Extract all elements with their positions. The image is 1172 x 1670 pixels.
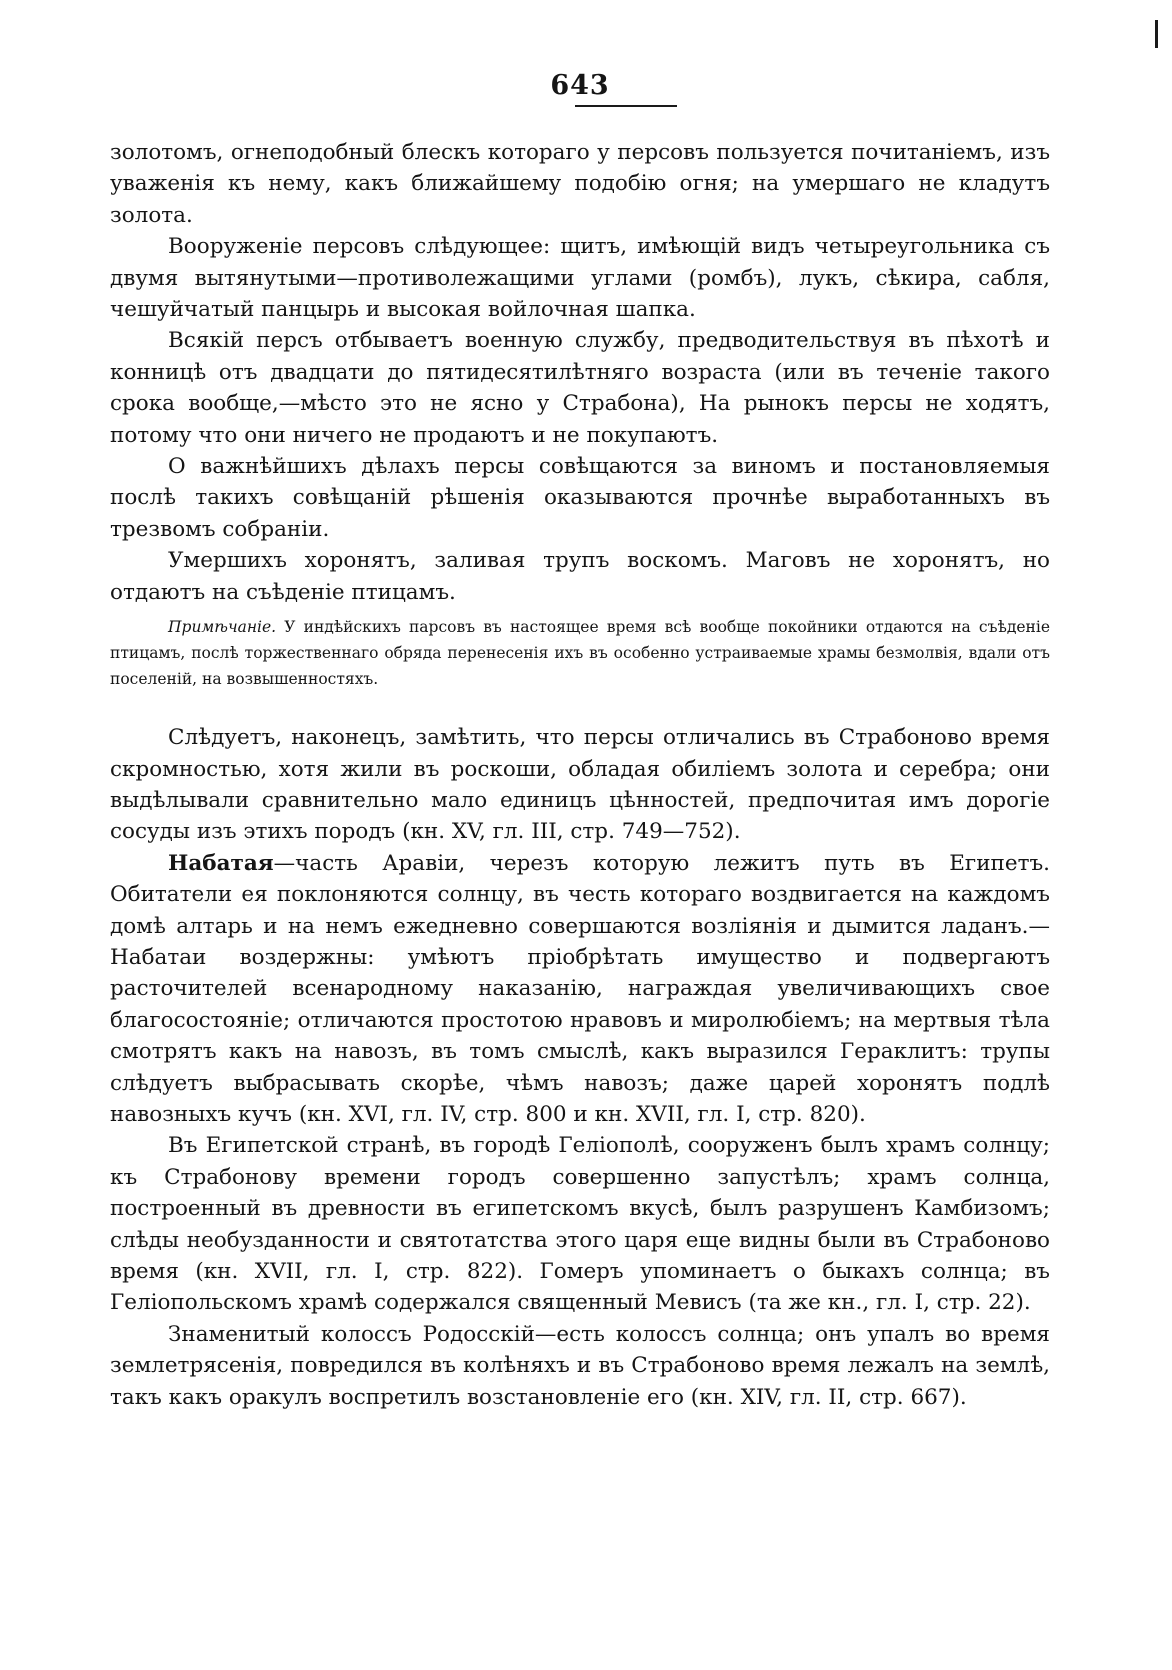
book-page [110, 70, 1050, 1413]
paragraph-nabataea [110, 848, 1050, 1131]
footnote-label: Примѣчаніе. [168, 618, 277, 637]
page-number: 643 [550, 70, 610, 101]
page-number-rule [575, 105, 677, 107]
corner-mark [1155, 20, 1158, 48]
paragraph-modesty: Слѣдуетъ, наконецъ, замѣтить, что персы отличались въ Страбоново время скромностью, хотя жили въ роскоши, обладая обиліемъ золота и серебра; они выдѣлывали сравнительно мало единицъ цѣнностей, предпочитая имъ дорогіе сосуды изъ этихъ породъ (кн. XV, гл. III, стр. 749—752). [110, 725, 1050, 845]
paragraph-colossus: Знаменитый колоссъ Родосскій—есть колоссъ солнца; онъ упалъ во время землетрясенія, повредился въ колѣняхъ и въ Страбоново время лежалъ на землѣ, такъ какъ оракулъ воспретилъ возстановленіе его (кн. XIV, гл. II, стр. 667). [110, 1321, 1050, 1410]
paragraph-councils: О важнѣйшихъ дѣлахъ персы совѣщаются за виномъ и постановляемыя послѣ такихъ совѣщаній рѣшенія оказываются прочнѣе выработанныхъ въ трезвомъ собраніи. [110, 454, 1050, 542]
paragraph-burial: Умершихъ хоронятъ, заливая трупъ воскомъ. Маговъ не хоронятъ, но отдаютъ на съѣденіе птицамъ. [110, 548, 1050, 605]
paragraph-armament: Вооруженіе персовъ слѣдующее: щитъ, имѣющій видъ четыреугольника съ двумя вытянутыми—противолежащими углами (ромбъ), лукъ, сѣкира, сабля, чешуйчатый панцырь и высокая войлочная шапка. [110, 234, 1050, 323]
paragraph-heliopolis: Въ Египетской странѣ, въ городѣ Геліополѣ, сооруженъ былъ храмъ солнцу; къ Страбонову времени городъ совершенно запустѣлъ; храмъ солнца, построенный въ древности въ египетскомъ вкусѣ, былъ разрушенъ Камбизомъ; слѣды необузданности и святотатства этого царя еще видны были въ Страбоново время (кн. XVII, гл. I, стр. 822). Гомеръ упоминаетъ о быкахъ солнца; въ Геліопольскомъ храмѣ содержался священный Мевисъ (та же кн., гл. I, стр. 22). [110, 1133, 1050, 1316]
body-text [110, 137, 1050, 1413]
nabataea-text: —часть Аравіи, черезъ которую лежитъ путь въ Египетъ. Обитатели ея поклоняются солнцу, въ честь котораго воздвигается на каждомъ домѣ алтарь и на немъ ежедневно совершаются возліянія и дымится ладанъ.—Набатаи воздержны: умѣютъ пріобрѣтать имущество и подвергаютъ расточителей всенародному наказанію, награждая увеличивающихъ свое благосостояніе; отличаются простотою нравовъ и миролюбіемъ; на мертвыя тѣла смотрятъ какъ на навозъ, въ томъ смыслѣ, какъ выразился Гераклитъ: трупы слѣдуетъ выбрасывать скорѣе, чѣмъ навозъ; даже царей хоронятъ подлѣ навозныхъ кучъ (кн. XVI, гл. IV, стр. 800 и кн. XVII, гл. I, стр. 820). [110, 850, 1050, 1127]
footnote [110, 614, 1050, 692]
footnote-text: У индѣйскихъ парсовъ въ настоящее время всѣ вообще покойники отдаются на съѣденіе птицамъ, послѣ торжественнаго обряда перенесенія ихъ въ особенно устраиваемые храмы безмолвія, вдали отъ поселеній, на возвышенностяхъ. [110, 618, 1050, 689]
paragraph-continued: золотомъ, огнеподобный блескъ котораго у персовъ пользуется почитаніемъ, изъ уваженія къ нему, какъ ближайшему подобію огня; на умершаго не кладутъ золота. [110, 140, 1050, 228]
nabataea-heading-word: Набатая [168, 850, 274, 876]
paragraph-military-service: Всякій персъ отбываетъ военную службу, предводительствуя въ пѣхотѣ и конницѣ отъ двадцати до пятидесятилѣтняго возраста (или въ теченіе такого срока вообще,—мѣсто это не ясно у Страбона), На рынокъ персы не ходятъ, потому что они ничего не продаютъ и не покупаютъ. [110, 328, 1050, 448]
